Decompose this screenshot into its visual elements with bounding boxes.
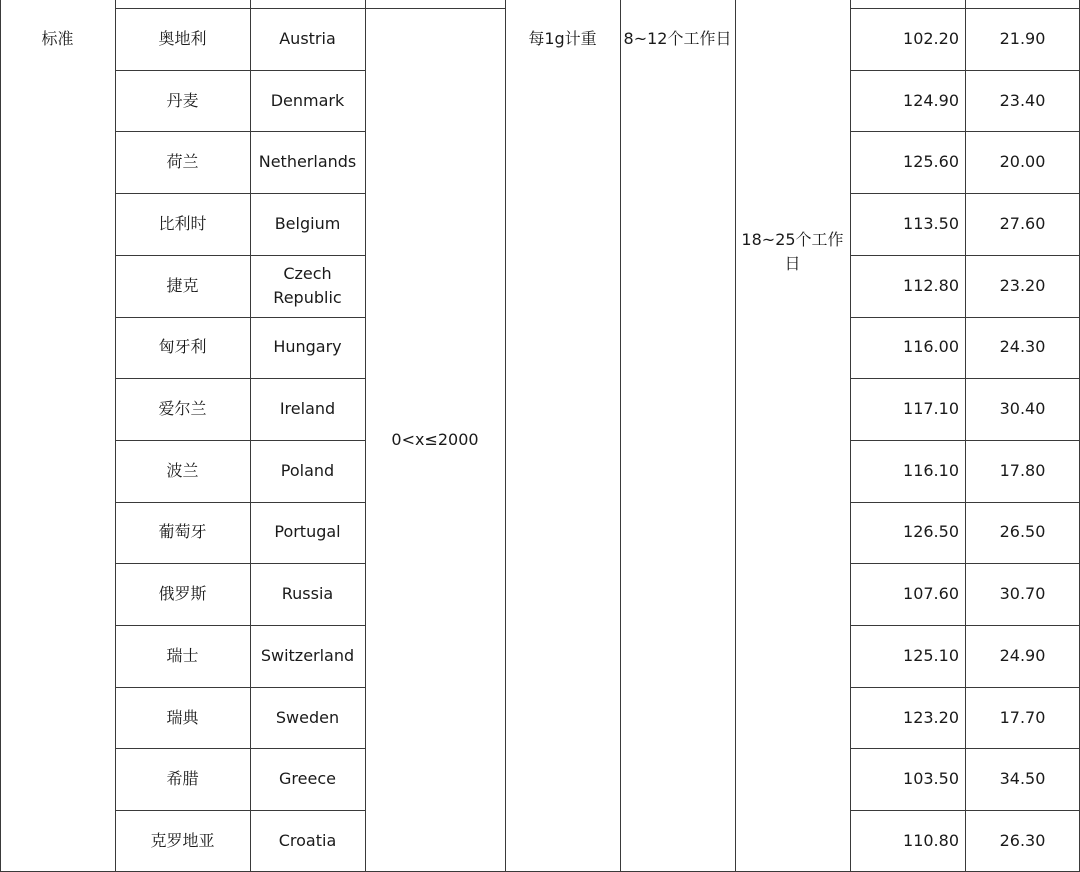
handling-fee: 27.60 (999, 213, 1046, 233)
billing-unit: 每1g计重 (528, 28, 597, 48)
price-per-kg: 117.10 (903, 399, 959, 419)
column-divider (0, 0, 1, 872)
handling-fee: 24.90 (999, 645, 1046, 665)
processing-time: 8~12个工作日 (623, 28, 732, 48)
delivery-time: 18~25个工作日 (741, 230, 844, 273)
handling-fee: 23.40 (999, 90, 1046, 110)
price-per-kg: 126.50 (903, 522, 959, 542)
country-name-cn: 比利时 (158, 213, 207, 233)
country-name-cn: 匈牙利 (158, 337, 207, 357)
country-name-en: Netherlands (258, 152, 357, 172)
country-name-cn: 丹麦 (166, 90, 199, 110)
country-name-cn: 爱尔兰 (158, 399, 207, 419)
country-name-cn: 瑞典 (166, 707, 199, 727)
country-name-cn: 俄罗斯 (158, 584, 207, 604)
country-name-cn: 克罗地亚 (150, 830, 215, 850)
country-name-cn: 捷克 (166, 275, 199, 295)
handling-fee: 26.50 (999, 522, 1046, 542)
price-per-kg: 116.00 (903, 337, 959, 357)
price-per-kg: 112.80 (903, 275, 959, 295)
handling-fee: 23.20 (999, 275, 1046, 295)
service-tier-label: 标准 (41, 28, 74, 48)
handling-fee: 34.50 (999, 769, 1046, 789)
price-per-kg: 110.80 (903, 830, 959, 850)
price-per-kg: 125.10 (903, 645, 959, 665)
country-name-en: Greece (279, 769, 336, 789)
handling-fee: 30.70 (999, 584, 1046, 604)
country-name-en: Czech Republic (273, 263, 342, 307)
country-name-cn: 瑞士 (166, 645, 199, 665)
country-name-en: Ireland (279, 399, 336, 419)
price-per-kg: 125.60 (903, 152, 959, 172)
price-per-kg: 102.20 (903, 28, 959, 48)
column-divider (505, 0, 506, 872)
price-per-kg: 124.90 (903, 90, 959, 110)
country-name-en: Sweden (275, 707, 340, 727)
country-name-en: Poland (280, 460, 335, 480)
weight-range: 0<x≤2000 (391, 430, 479, 449)
country-name-en: Belgium (274, 213, 341, 233)
price-per-kg: 113.50 (903, 213, 959, 233)
price-per-kg: 107.60 (903, 584, 959, 604)
country-name-cn: 葡萄牙 (158, 522, 207, 542)
country-name-en: Russia (281, 584, 334, 604)
country-name-en: Croatia (278, 830, 337, 850)
price-per-kg: 103.50 (903, 769, 959, 789)
handling-fee: 17.80 (999, 460, 1046, 480)
handling-fee: 17.70 (999, 707, 1046, 727)
country-name-en: Hungary (273, 337, 342, 357)
country-name-cn: 波兰 (166, 460, 199, 480)
handling-fee: 20.00 (999, 152, 1046, 172)
country-name-cn: 奥地利 (158, 28, 207, 48)
country-name-en: Switzerland (260, 645, 355, 665)
price-per-kg: 123.20 (903, 707, 959, 727)
handling-fee: 21.90 (999, 28, 1046, 48)
handling-fee: 30.40 (999, 399, 1046, 419)
country-name-cn: 荷兰 (166, 152, 199, 172)
price-per-kg: 116.10 (903, 460, 959, 480)
country-name-en: Austria (279, 28, 336, 48)
column-divider (620, 0, 621, 872)
country-name-en: Denmark (270, 90, 345, 110)
country-name-en: Portugal (274, 522, 341, 542)
country-name-cn: 希腊 (166, 769, 199, 789)
handling-fee: 26.30 (999, 830, 1046, 850)
handling-fee: 24.30 (999, 337, 1046, 357)
